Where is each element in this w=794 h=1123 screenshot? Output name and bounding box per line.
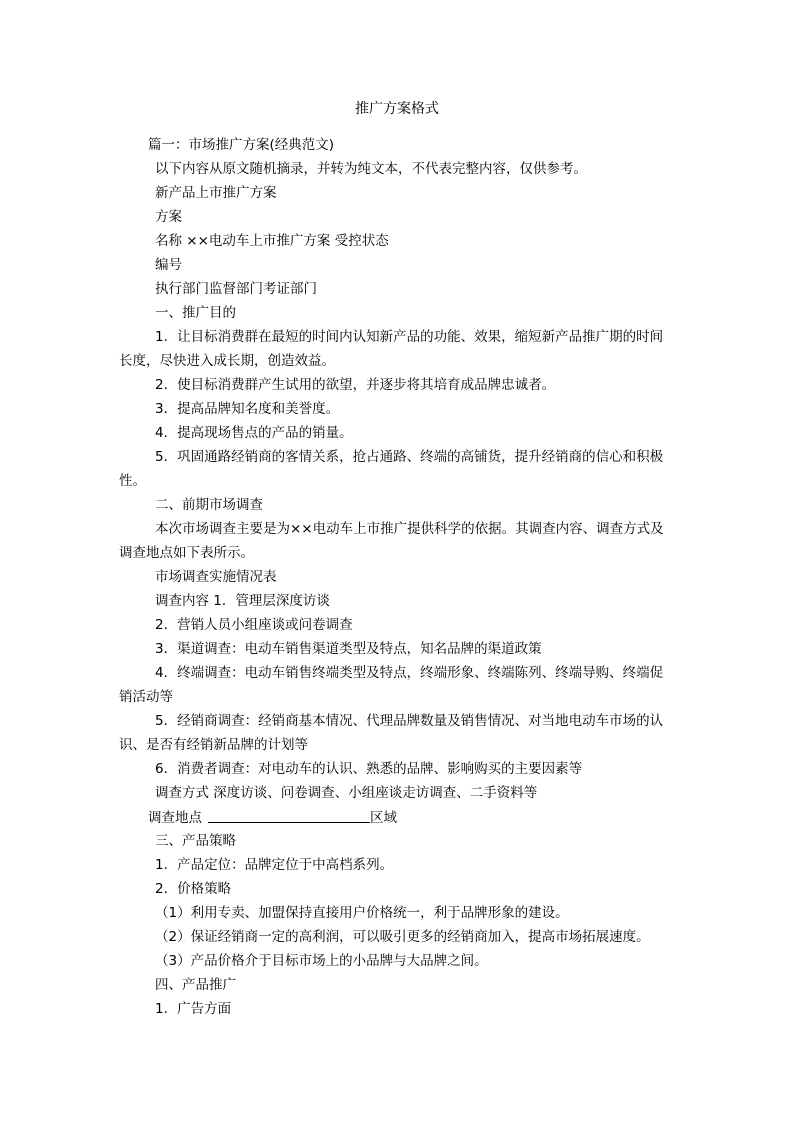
list-item: 1．让目标消费群在最短的时间内认知新产品的功能、效果，缩短新产品推广期的时间 [155,329,664,345]
section-heading: 三、产品策略 [155,833,236,849]
list-item: 2．价格策略 [155,881,232,897]
list-item: 5．经销商调查：经销商基本情况、代理品牌数量及销售情况、对当地电动车市场的认 [155,713,664,729]
list-item: 1．产品定位：品牌定位于中高档系列。 [155,857,394,873]
list-item: 5．巩固通路经销商的客情关系，抢占通路、终端的高铺货，提升经销商的信心和积极 [155,449,664,465]
list-item: 6．消费者调查：对电动车的认识、熟悉的品牌、影响购买的主要因素等 [155,761,583,777]
list-item: 3．渠道调查：电动车销售渠道类型及特点，知名品牌的渠道政策 [155,641,542,657]
list-item: 4．终端调查：电动车销售终端类型及特点，终端形象、终端陈列、终端导购、终端促 [155,665,664,681]
paragraph: 新产品上市推广方案 [155,185,277,201]
sub-list-item: （3）产品价格介于目标市场上的小品牌与大品牌之间。 [155,953,488,969]
list-item: 2．营销人员小组座谈或问卷调查 [155,617,353,633]
list-item: 1．广告方面 [155,1001,232,1017]
sub-list-item: （1）利用专卖、加盟保持直接用户价格统一，利于品牌形象的建设。 [155,905,569,921]
list-item: 4．提高现场售点的产品的销量。 [155,425,353,441]
section-heading: 一、推广目的 [155,305,236,321]
list-item-continuation: 性。 [119,473,146,489]
list-item-continuation: 长度，尽快进入成长期，创造效益。 [119,353,335,369]
list-item: 3．提高品牌知名度和美誉度。 [155,401,340,417]
list-item-continuation: 识、是否有经销新品牌的计划等 [119,737,308,753]
section-heading: 四、产品推广 [155,977,236,993]
sub-list-item: （2）保证经销商一定的高利润，可以吸引更多的经销商加入，提高市场拓展速度。 [155,929,650,945]
document-title: 推广方案格式 [355,101,439,117]
fill-in-blank-line [208,808,370,823]
table-row: 调查内容 1．管理层深度访谈 [155,593,330,609]
section-heading: 二、前期市场调查 [155,497,263,513]
paragraph-continuation: 调查地点如下表所示。 [119,545,254,561]
paragraph: 编号 [155,257,182,273]
list-item: 2．使目标消费群产生试用的欲望，并逐步将其培育成品牌忠诚者。 [155,377,556,393]
table-row: 调查方式 深度访谈、问卷调查、小组座谈走访调查、二手资料等 [155,785,538,801]
survey-location-suffix: 区域 [370,810,397,826]
section-heading: 篇一：市场推广方案(经典范文) [148,137,335,153]
paragraph: 执行部门监督部门考证部门 [155,281,317,297]
paragraph: 本次市场调查主要是为××电动车上市推广提供科学的依据。其调查内容、调查方式及 [155,521,664,537]
table-title: 市场调查实施情况表 [155,569,277,585]
paragraph: 方案 [155,209,182,225]
paragraph: 名称 ××电动车上市推广方案 受控状态 [155,233,389,249]
list-item-continuation: 销活动等 [119,689,173,705]
survey-location-label: 调查地点 [148,810,202,826]
survey-location-row [148,808,397,827]
paragraph: 以下内容从原文随机摘录，并转为纯文本，不代表完整内容，仅供参考。 [155,161,587,177]
